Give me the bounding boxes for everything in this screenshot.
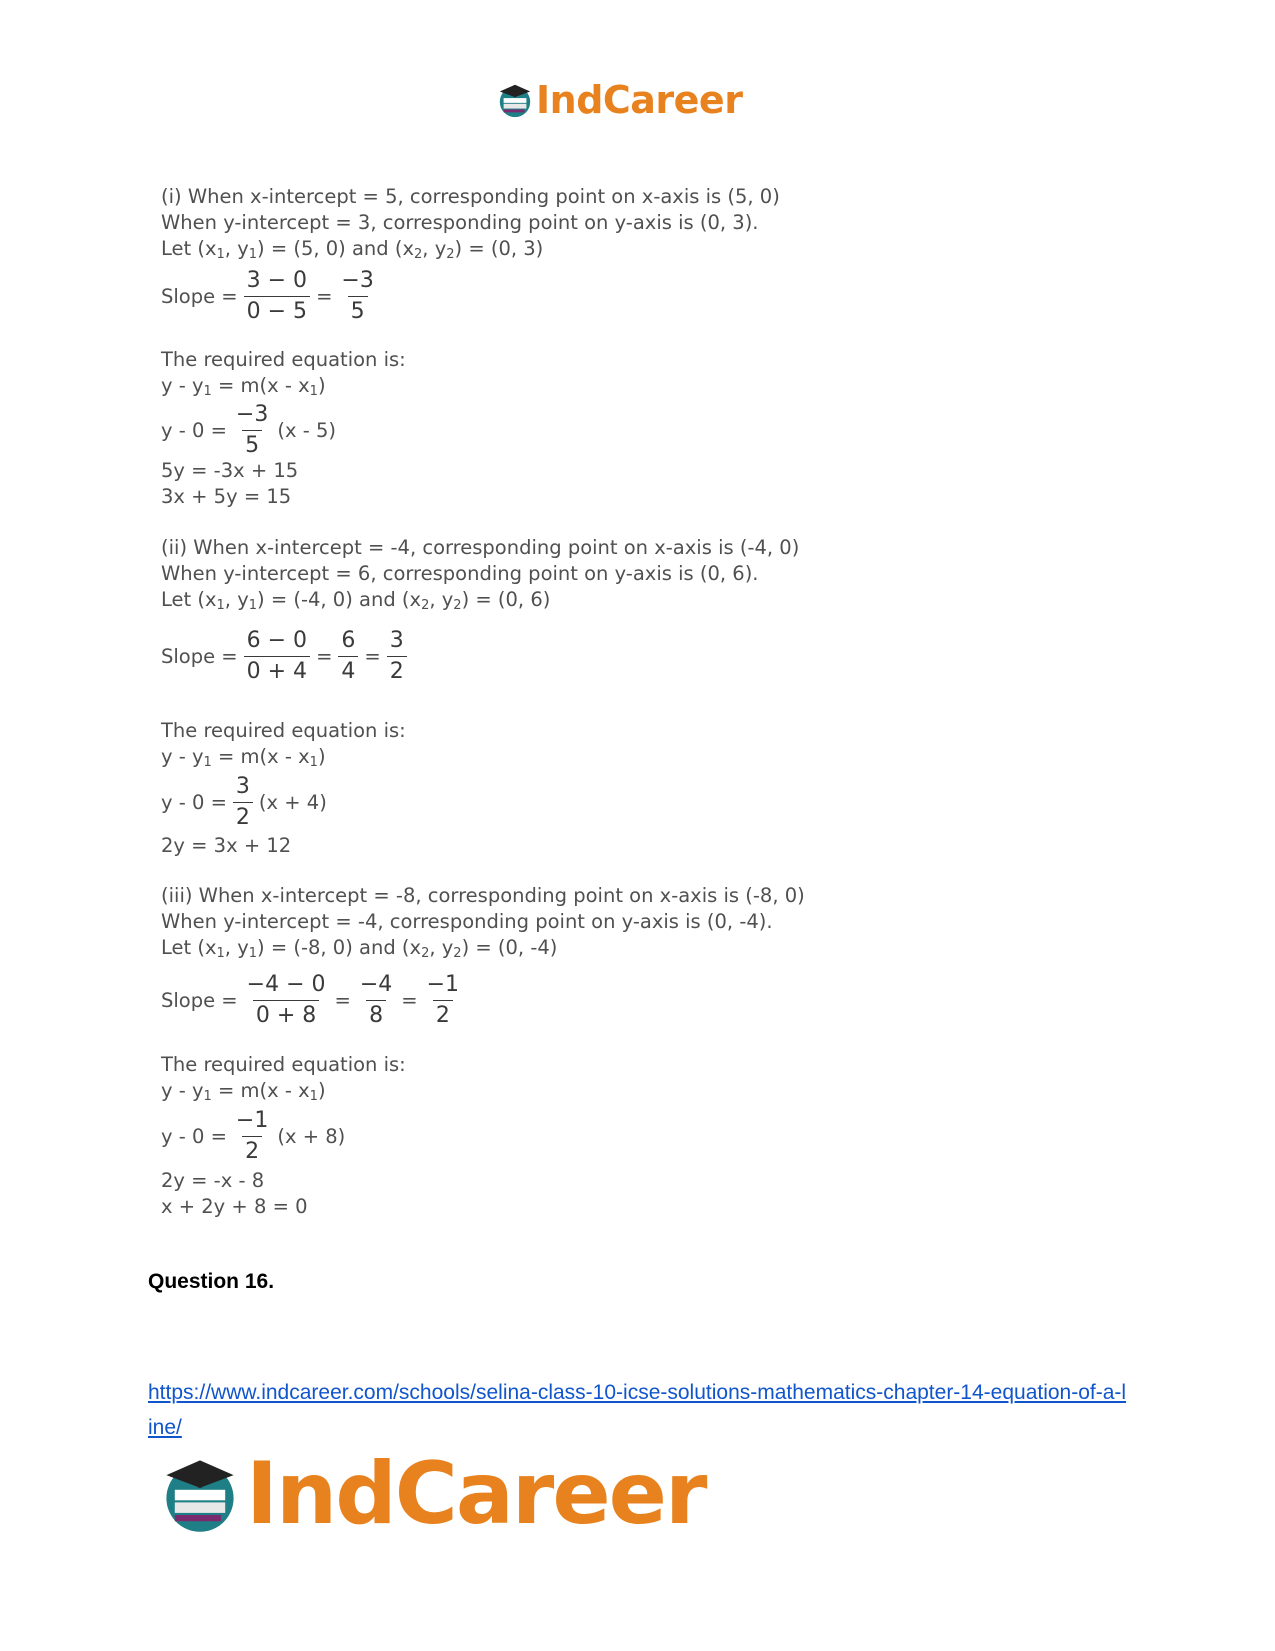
part-iii-required: The required equation is:	[161, 1053, 406, 1076]
part-ii-line2: When y-intercept = 6, corresponding point on y-axis is (0, 6).	[161, 562, 759, 585]
part-iii-point-form: $y - y_1 = m(x - x_1)$	[161, 1079, 326, 1104]
source-link[interactable]: https://www.indcareer.com/schools/selina-class-10-icse-solutions-mathematics-chapter-14-equation-of-a-line/	[148, 1381, 1127, 1439]
fraction: $\frac{-1}{2}$	[426, 972, 460, 1028]
part-i-step1: 5y = -3x + 15	[161, 459, 299, 482]
part-iii-let: Let ($x_1$, $y_1) = (-8$, 0) and ($x_2$, $y_2) = (0$, -4)	[161, 936, 558, 961]
brand-name: IndCareer	[246, 1444, 706, 1544]
part-i-point-form: $y - y_1 = m(x - x_1)$	[161, 374, 326, 399]
part-ii-required: The required equation is:	[161, 719, 406, 742]
part-i-line1: (i) When x-intercept = 5, corresponding point on x-axis is (5, 0)	[161, 185, 780, 208]
fraction: $\frac{-4}{8}$	[359, 972, 393, 1028]
header-logo	[496, 78, 742, 122]
fraction: $\frac{-1}{2}$	[235, 1108, 269, 1164]
part-ii-let: Let ($x_1$, $y_1) = (-4$, 0) and ($x_2$, $y_2) = (0$, 6)	[161, 588, 551, 613]
part-i-line2: When y-intercept = 3, corresponding point on y-axis is (0, 3).	[161, 211, 759, 234]
part-iii-slope: Slope = $\frac{-4 - 0}{0 + 8}$ = $\frac{-4}{8}$ = $\frac{-1}{2}$	[161, 972, 468, 1029]
fraction: $\frac{6 - 0}{0 + 4}$	[244, 628, 310, 685]
graduation-book-icon	[158, 1452, 242, 1536]
part-i-slope: Slope = $\frac{3 - 0}{0 - 5}$ = $\frac{-3}{5}$	[161, 268, 383, 325]
part-iii-line1: (iii) When x-intercept = -8, corresponding point on x-axis is (-8, 0)	[161, 884, 805, 907]
fraction: $\frac{3}{2}$	[233, 774, 253, 831]
part-iii-step2: x + 2y + 8 = 0	[161, 1195, 308, 1218]
question-heading: Question 16.	[148, 1270, 275, 1293]
fraction: $\frac{-4 - 0}{0 + 8}$	[246, 972, 326, 1028]
footer-logo	[158, 1444, 705, 1544]
part-ii-slope: Slope = $\frac{6 - 0}{0 + 4}$ = $\frac{6}{4}$ = $\frac{3}{2}$	[161, 628, 413, 685]
part-i-let: Let ($x_1$, $y_1) = (5$, 0) and ($x_2$, $y_2) = (0$, 3)	[161, 237, 544, 262]
part-iii-step1: 2y = -x - 8	[161, 1169, 265, 1192]
fraction: $\frac{-3}{5}$	[235, 402, 269, 458]
fraction: $\frac{-3}{5}$	[341, 268, 374, 324]
part-ii-step1: 2y = 3x + 12	[161, 834, 292, 857]
part-i-required: The required equation is:	[161, 348, 406, 371]
part-ii-point-form: $y - y_1 = m(x - x_1)$	[161, 745, 326, 770]
fraction: $\frac{3 - 0}{0 - 5}$	[244, 268, 310, 325]
part-iii-substitution: y - 0 = $\frac{-1}{2}$ (x + 8)	[161, 1108, 346, 1164]
part-i-substitution: y - 0 = $\frac{-3}{5}$ (x - 5)	[161, 402, 336, 458]
part-i-step2: 3x + 5y = 15	[161, 485, 292, 508]
fraction: $\frac{6}{4}$	[338, 628, 358, 685]
brand-name: IndCareer	[536, 78, 743, 122]
fraction: $\frac{3}{2}$	[387, 628, 407, 685]
part-ii-substitution: y - 0 = $\frac{3}{2}$ (x + 4)	[161, 774, 327, 830]
graduation-book-icon	[496, 80, 534, 120]
part-iii-line2: When y-intercept = -4, corresponding point on y-axis is (0, -4).	[161, 910, 773, 933]
part-ii-line1: (ii) When x-intercept = -4, corresponding point on x-axis is (-4, 0)	[161, 536, 800, 559]
